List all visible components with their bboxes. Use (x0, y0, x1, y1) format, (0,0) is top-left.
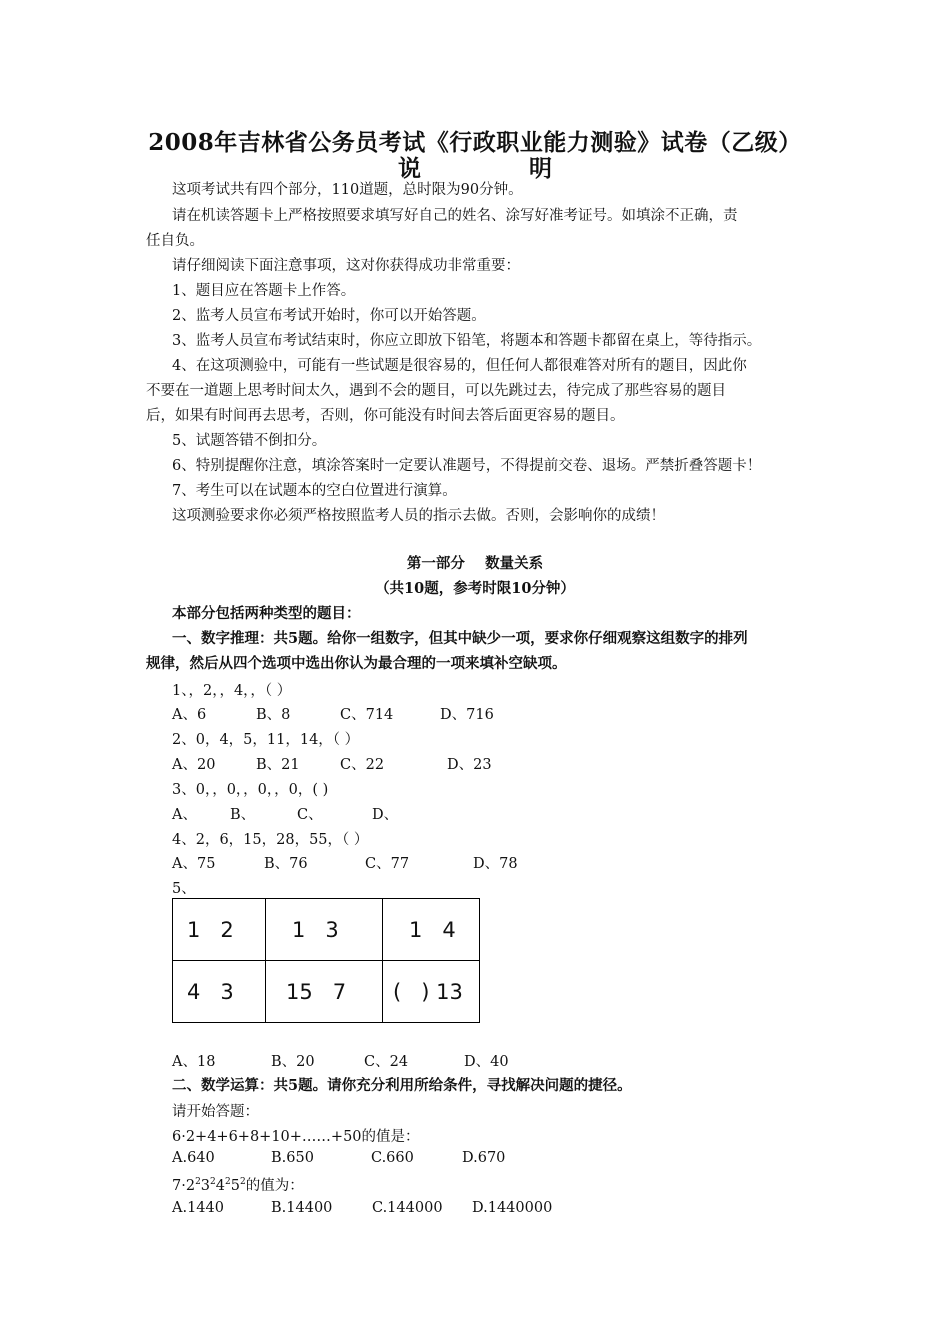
exponent: 2 (225, 1177, 231, 1188)
option: A、6 (172, 707, 207, 723)
option: D、23 (447, 757, 492, 773)
exponent: 2 (195, 1177, 201, 1188)
option: A、20 (172, 757, 216, 773)
instruction-paragraph: 这项测验要求你必须严格按照监考人员的指示去做。否则，会影响你的成绩！ (172, 508, 665, 524)
question-3: 3、0，，0，，0，，0，( ) (172, 782, 329, 798)
start-prompt: 请开始答题： (172, 1104, 259, 1120)
exponent: 2 (210, 1177, 216, 1188)
instruction-paragraph: 请在机读答题卡上严格按照要求填写好自己的姓名、涂写好准考证号。如填涂不正确，责 (172, 208, 738, 224)
question-2-options (172, 753, 492, 774)
option: D、716 (440, 707, 494, 723)
section-subtitle: 说 明 (397, 155, 602, 182)
notice-item: 5、试题答错不倒扣分。 (172, 433, 327, 449)
exponent: 2 (239, 1177, 246, 1188)
question-7-suffix: 的值为： (245, 1178, 304, 1194)
option: B、21 (256, 757, 300, 773)
question-6: 6·2+4+6+8+10+……+50的值是： (172, 1129, 420, 1145)
document-title: 2008年吉林省公务员考试《行政职业能力测验》试卷（乙级） (148, 129, 802, 156)
base: 3 (200, 1178, 211, 1194)
option: A、75 (172, 856, 216, 872)
question-4-options (172, 852, 518, 873)
option: C、77 (365, 856, 410, 872)
base: 4 (215, 1178, 225, 1194)
grid-cell: ( ) 13 (383, 961, 480, 1023)
option: C、 (297, 807, 323, 823)
option: B.14400 (271, 1200, 333, 1216)
option: A、 (172, 807, 197, 823)
option: C、24 (364, 1054, 409, 1070)
grid-cell: 4 3 (173, 961, 266, 1023)
option: C、714 (340, 707, 394, 723)
question-4: 4、2，6，15，28，55，（ ） (172, 832, 369, 848)
part-intro: 本部分包括两种类型的题目： (172, 605, 361, 622)
question-7 (172, 1174, 304, 1195)
instruction-paragraph: 任自负。 (146, 233, 204, 249)
option: D.1440000 (472, 1200, 553, 1216)
question-5-options (172, 1050, 509, 1071)
option: B.650 (271, 1150, 314, 1166)
option: B、20 (271, 1054, 315, 1070)
question-7-options (172, 1200, 552, 1216)
option: D、40 (464, 1054, 509, 1070)
notice-item: 1、题目应在答题卡上作答。 (172, 283, 356, 299)
notice-item: 7、考生可以在试题本的空白位置进行演算。 (172, 483, 457, 499)
notice-item: 2、监考人员宣布考试开始时，你可以开始答题。 (172, 308, 486, 324)
base: 5 (230, 1178, 240, 1194)
option: D、 (372, 807, 399, 823)
instruction-paragraph: 这项考试共有四个部分，110道题，总时限为90分钟。 (172, 182, 523, 198)
question-type-heading: 一、数字推理：共5题。给你一组数字，但其中缺少一项，要求你仔细观察这组数字的排列 (172, 630, 748, 647)
option: B、76 (264, 856, 308, 872)
option: C.144000 (372, 1200, 443, 1216)
question-3-options (172, 803, 398, 824)
question-1-options (172, 703, 494, 724)
notice-item: 6、特别提醒你注意，填涂答案时一定要认准题号，不得提前交卷、退场。严禁折叠答题卡！ (172, 458, 762, 474)
option: A.1440 (172, 1200, 224, 1216)
question-type-heading: 规律，然后从四个选项中选出你认为最合理的一项来填补空缺项。 (146, 655, 567, 672)
grid-cell: 1 2 (173, 899, 266, 961)
grid-cell: 15 7 (266, 961, 383, 1023)
question-1: 1、，2，，4，，（ ） (172, 683, 292, 699)
notice-item: 3、监考人员宣布考试结束时，你应立即放下铅笔，将题本和答题卡都留在桌上，等待指示。 (172, 333, 762, 349)
option: C、22 (340, 757, 385, 773)
option: B、8 (256, 707, 291, 723)
grid-cell: 1 4 (383, 899, 480, 961)
option: D、78 (473, 856, 518, 872)
notice-item: 后，如果有时间再去思考，否则，你可能没有时间去答后面更容易的题目。 (146, 408, 625, 424)
part-subheading: （共10题，参考时限10分钟） (375, 580, 575, 597)
instruction-paragraph: 请仔细阅读下面注意事项，这对你获得成功非常重要： (172, 258, 520, 274)
option: A.640 (172, 1150, 215, 1166)
option: A、18 (172, 1054, 216, 1070)
grid-cell: 1 3 (266, 899, 383, 961)
number-grid (172, 898, 480, 1023)
question-7-prefix: 7·2 (172, 1178, 196, 1194)
part-heading: 第一部分 数量关系 (406, 555, 544, 572)
notice-item: 不要在一道题上思考时间太久，遇到不会的题目，可以先跳过去，待完成了那些容易的题目 (146, 383, 726, 399)
option: C.660 (371, 1150, 414, 1166)
option: D.670 (462, 1150, 506, 1166)
question-5: 5、 (172, 881, 196, 897)
question-6-options (172, 1150, 505, 1166)
notice-item: 4、在这项测验中，可能有一些试题是很容易的，但任何人都很难答对所有的题目，因此你 (172, 358, 747, 374)
question-2: 2、0，4，5，11，14，（ ） (172, 732, 360, 748)
option: B、 (230, 807, 256, 823)
question-type-heading: 二、数学运算：共5题。请你充分利用所给条件，寻找解决问题的捷径。 (172, 1077, 632, 1094)
